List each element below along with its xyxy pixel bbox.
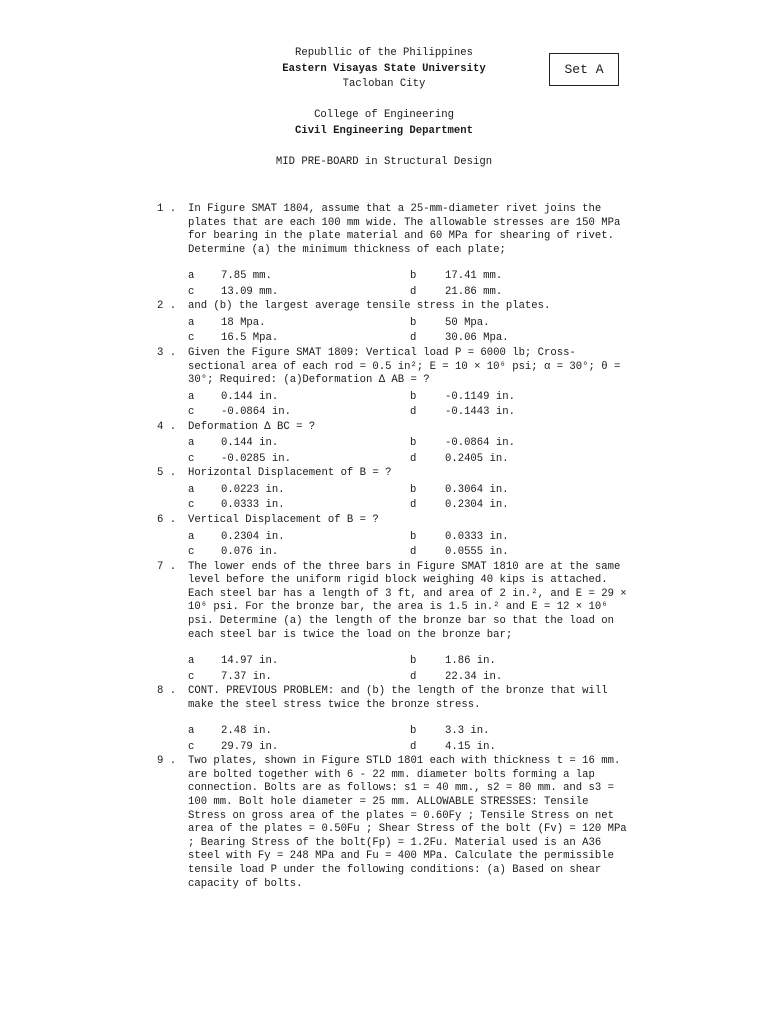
option-value: 13.09 mm. [221,285,279,298]
answer-options-row [0,316,768,332]
option-value: 17.41 mm. [445,270,503,283]
question-text: Deformation Δ BC = ? [188,420,316,433]
answer-options-row [0,670,768,686]
option-value: 29.79 in. [221,740,279,753]
header-country: Republlic of the Philippines [294,47,473,59]
option-value: 1.86 in. [445,655,496,668]
question-number: 8 . [157,685,177,698]
option-letter: b [410,270,417,283]
option-letter: a [188,270,195,283]
question-list [0,203,768,893]
option-value: 50 Mpa. [445,316,490,329]
question-number: 7 . [157,560,177,573]
header-college: College of Engineering [314,109,454,121]
option-value: 0.144 in. [221,437,279,450]
option-letter: a [188,437,195,450]
option-letter: d [410,499,417,512]
option-letter: c [188,452,195,465]
answer-options-row [0,483,768,499]
option-value: 0.0333 in. [445,530,509,543]
option-value: 0.076 in. [221,546,279,559]
question-number: 3 . [157,346,177,359]
option-letter: b [410,483,417,496]
question-number: 5 . [157,467,177,480]
answer-options-row [0,724,768,740]
option-value: 0.0555 in. [445,546,509,559]
option-value: 0.2405 in. [445,452,509,465]
option-letter: b [410,316,417,329]
option-letter: b [410,437,417,450]
header-university: Eastern Visayas State University [282,62,486,75]
option-value: 0.3064 in. [445,483,509,496]
option-letter: c [188,332,195,345]
answer-options-row [0,331,768,347]
option-value: 14.97 in. [221,655,279,668]
option-value: -0.0864 in. [221,406,291,419]
question-number: 1 . [157,203,177,215]
option-letter: d [410,285,417,298]
question-text: Horizontal Displacement of B = ? [188,467,392,480]
exam-title: MID PRE-BOARD in Structural Design [275,155,493,168]
answer-options-row [0,269,768,285]
option-value: 0.2304 in. [221,530,285,543]
question-item [0,514,768,561]
question-text: Two plates, shown in Figure STLD 1801 each with thickness t = 16 mm. are bolted together with 6 - 22 mm. diameter bolts forming a lap connection. Bolts are as follows: s1 = 40 mm., s2 = 80 mm. and s3 = 100 mm. Bolt hole diameter = 25 mm. ALLOWABLE STRESSES: Tensile Stress on gross area of the plates = 0.60Fy ; Tensile Stress on net area of the plates = 0.50Fu ; Shear Stress of the bolt (Fv) = 120 MPa ; Bearing Stress of the bolt(Fp) = 1.2Fu. Material used is an A36 steel with Fy = 248 MPa and Fu = 400 MPa. Calculate the permissible tensile load P under the following conditions: (a) Based on shear capacity of bolts. [188,755,627,890]
option-value: 30.06 Mpa. [445,332,509,345]
answer-options-row [0,285,768,301]
option-value: 0.0333 in. [221,499,285,512]
question-item [0,685,768,755]
option-value: 0.2304 in. [445,499,509,512]
set-label: Set A [564,62,604,77]
question-number: 9 . [157,755,177,768]
option-value: 7.37 in. [221,670,272,683]
option-letter: c [188,670,195,683]
option-letter: a [188,725,195,738]
question-text: Vertical Displacement of B = ? [188,513,379,526]
question-item [0,203,768,300]
option-letter: c [188,406,195,419]
question-item [0,755,768,893]
option-letter: d [410,332,417,345]
option-letter: d [410,406,417,419]
answer-options-row [0,390,768,406]
option-value: 3.3 in. [445,725,490,738]
option-value: 2.48 in. [221,725,272,738]
question-text: The lower ends of the three bars in Figure SMAT 1810 are at the same level before the uniform rigid block weighing 40 kips is attached. Each steel bar has a length of 3 ft, and area of 2 in.², and E = 29 × 10⁶ psi. For the bronze bar, the area is 1.5 in.² and E = 12 × 10⁶ psi. Determine (a) the length of the bronze bar so that the load on each steel bar is twice the load on the bronze bar; [188,560,627,641]
option-letter: c [188,740,195,753]
option-value: 21.86 mm. [445,285,503,298]
option-letter: b [410,725,417,738]
option-letter: a [188,655,195,668]
answer-options-row [0,654,768,670]
option-letter: d [410,740,417,753]
option-value: 16.5 Mpa. [221,332,279,345]
header-city: Tacloban City [342,78,426,90]
option-letter: a [188,390,195,403]
option-letter: d [410,670,417,683]
set-label-box [549,53,619,86]
answer-options-row [0,436,768,452]
document-header [0,46,768,170]
answer-options-row [0,545,768,561]
question-text: In Figure SMAT 1804, assume that a 25-mm-diameter rivet joins the plates that are each 100 mm wide. The allowable stresses are 150 MPa for bearing in the plate material and 60 MPa for shearing of rivet. Determine (a) the minimum thickness of each plate; [188,203,621,256]
answer-options-row [0,530,768,546]
question-item [0,347,768,421]
answer-options-row [0,498,768,514]
option-value: 22.34 in. [445,670,503,683]
option-letter: c [188,285,195,298]
option-value: -0.1149 in. [445,390,515,403]
option-letter: a [188,316,195,329]
option-value: 4.15 in. [445,740,496,753]
answer-options-row [0,452,768,468]
option-letter: d [410,546,417,559]
option-value: 0.144 in. [221,390,279,403]
answer-options-row [0,740,768,756]
option-letter: b [410,655,417,668]
question-number: 6 . [157,513,177,526]
option-letter: c [188,499,195,512]
option-letter: b [410,390,417,403]
header-department: Civil Engineering Department [294,124,473,137]
answer-options-row [0,405,768,421]
option-value: 7.85 mm. [221,270,272,283]
question-text: CONT. PREVIOUS PROBLEM: and (b) the length of the bronze that will make the steel stress twice the bronze stress. [188,685,608,711]
option-letter: a [188,483,195,496]
option-letter: a [188,530,195,543]
option-letter: b [410,530,417,543]
question-item [0,300,768,347]
question-number: 2 . [157,300,177,313]
question-item [0,467,768,514]
option-value: 0.0223 in. [221,483,285,496]
question-item [0,421,768,468]
option-value: -0.0285 in. [221,452,291,465]
option-value: -0.1443 in. [445,406,515,419]
option-value: -0.0864 in. [445,437,515,450]
option-letter: c [188,546,195,559]
question-number: 4 . [157,420,177,433]
option-letter: d [410,452,417,465]
question-text: Given the Figure SMAT 1809: Vertical load P = 6000 lb; Cross-sectional area of each rod = 0.5 in²; E = 10 × 10⁶ psi; α = 30°; θ = 30°; Required: (a)Deformation Δ AB = ? [188,346,621,387]
question-text: and (b) the largest average tensile stress in the plates. [188,300,551,313]
option-value: 18 Mpa. [221,316,266,329]
question-item [0,561,768,686]
